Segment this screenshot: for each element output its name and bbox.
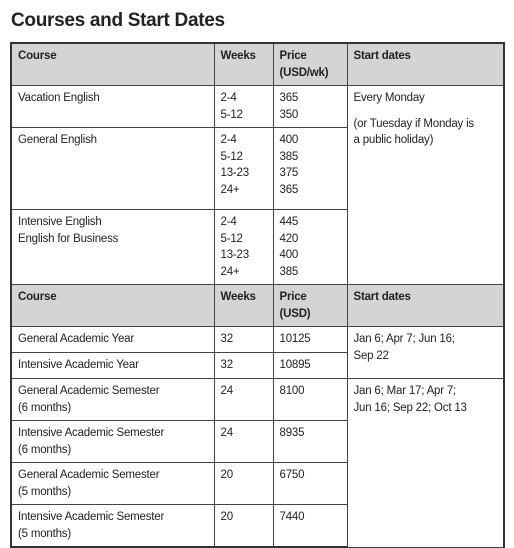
course-name-line: (5 months) xyxy=(18,485,71,498)
price-value: 420 xyxy=(279,232,299,245)
start-dates-line: Jan 6; Apr 7; Jun 16; xyxy=(353,333,455,345)
course-weeks xyxy=(214,128,273,210)
course-price: 7440 xyxy=(273,505,347,548)
page-title: Courses and Start Dates xyxy=(11,10,225,31)
course-weeks: 32 xyxy=(214,353,273,379)
weeks-value: 2-4 xyxy=(220,92,237,104)
weeks-value: 2-4 xyxy=(220,216,237,228)
weeks-value: 13-23 xyxy=(220,249,249,261)
weeks-value: 5-12 xyxy=(220,232,243,245)
course-weeks: 32 xyxy=(214,327,273,353)
header-start-dates: Start dates xyxy=(347,43,504,86)
price-value: 385 xyxy=(279,265,299,278)
header-price xyxy=(273,43,347,86)
header-weeks: Weeks xyxy=(214,43,273,86)
course-name xyxy=(11,463,214,505)
course-name xyxy=(11,421,214,463)
header-price-line1: Price xyxy=(279,50,307,62)
start-dates-line: Jun 16; Sep 22; Oct 13 xyxy=(353,401,467,414)
price-value: 400 xyxy=(279,249,299,261)
course-name xyxy=(11,379,214,421)
course-price: 8100 xyxy=(273,379,347,421)
course-name xyxy=(11,86,214,128)
course-weeks: 20 xyxy=(214,505,273,548)
header-start-dates: Start dates xyxy=(347,285,504,327)
course-name-line: General Academic Year xyxy=(18,333,134,345)
weeks-value: 13-23 xyxy=(220,167,249,179)
course-name xyxy=(11,505,214,548)
weeks-value: 24+ xyxy=(220,265,240,278)
course-prices xyxy=(273,128,347,210)
course-name xyxy=(11,353,214,379)
course-weeks xyxy=(214,86,273,128)
table-row xyxy=(11,379,504,421)
table-row xyxy=(11,86,504,128)
start-dates-note: a public holiday) xyxy=(353,134,434,146)
header-course: Course xyxy=(11,285,214,327)
course-price: 10125 xyxy=(273,327,347,353)
course-name-line: Intensive English xyxy=(18,216,102,228)
course-weeks: 24 xyxy=(214,421,273,463)
course-name xyxy=(11,210,214,285)
course-name-line: General English xyxy=(18,134,97,146)
table-row xyxy=(11,327,504,353)
courses-table xyxy=(10,42,505,548)
weeks-value: 2-4 xyxy=(220,134,237,146)
weeks-value: 5-12 xyxy=(220,108,243,121)
course-name-line: Intensive Academic Semester xyxy=(18,427,165,439)
course-weeks xyxy=(214,210,273,285)
course-name-line: Intensive Academic Year xyxy=(18,359,139,371)
header-row-2 xyxy=(11,285,504,327)
start-dates-cell xyxy=(347,86,504,285)
header-course: Course xyxy=(11,43,214,86)
course-price: 10895 xyxy=(273,353,347,379)
course-name xyxy=(11,128,214,210)
course-name-line: (5 months) xyxy=(18,527,71,540)
spacer xyxy=(354,107,498,116)
course-name-line: Intensive Academic Semester xyxy=(18,511,165,523)
course-name-line: General Academic Semester xyxy=(18,469,160,481)
weeks-value: 5-12 xyxy=(220,150,243,163)
header-price: Price (USD) xyxy=(273,285,347,327)
start-dates-cell xyxy=(347,379,504,548)
header-weeks: Weeks xyxy=(214,285,273,327)
price-value: 350 xyxy=(279,108,299,121)
start-dates-line: Sep 22 xyxy=(353,349,389,362)
header-price-line2: (USD/wk) xyxy=(279,66,329,79)
course-name-line: English for Business xyxy=(18,232,119,245)
price-value: 385 xyxy=(279,150,299,163)
course-name-line: (6 months) xyxy=(18,401,71,414)
start-dates-line: Jan 6; Mar 17; Apr 7; xyxy=(353,385,457,397)
course-weeks: 24 xyxy=(214,379,273,421)
price-value: 400 xyxy=(279,134,299,146)
header-row-1 xyxy=(11,43,504,86)
course-name-line: (6 months) xyxy=(18,443,71,456)
course-name xyxy=(11,327,214,353)
course-price: 6750 xyxy=(273,463,347,505)
start-dates-line: Every Monday xyxy=(353,92,425,104)
price-value: 445 xyxy=(279,216,299,228)
course-prices xyxy=(273,210,347,285)
weeks-value: 24+ xyxy=(220,183,240,196)
start-dates-cell xyxy=(347,327,504,379)
course-name-line: Vacation English xyxy=(18,92,100,104)
course-weeks: 20 xyxy=(214,463,273,505)
price-value: 365 xyxy=(279,92,299,104)
price-value: 365 xyxy=(279,183,299,196)
course-price: 8935 xyxy=(273,421,347,463)
course-prices xyxy=(273,86,347,128)
price-value: 375 xyxy=(279,167,299,179)
start-dates-note: (or Tuesday if Monday is xyxy=(353,117,474,130)
course-name-line: General Academic Semester xyxy=(18,385,160,397)
